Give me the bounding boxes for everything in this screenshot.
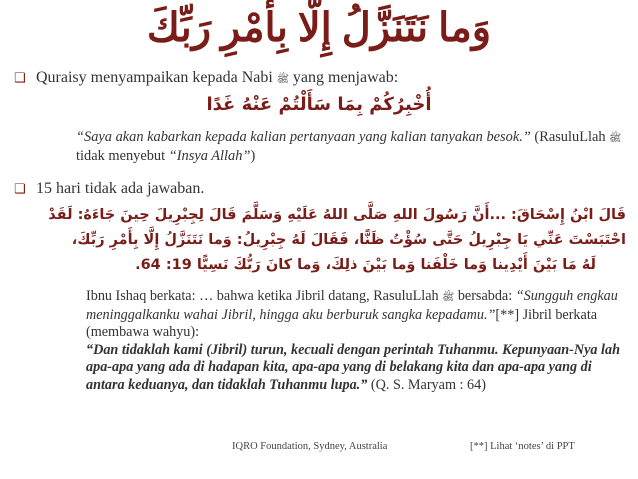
- bullet-item-15-days: [14, 179, 628, 200]
- hadith-line-1: قَالَ ابْنُ إِسْحَاقَ: ...أَنَّ رَسُولَ اللهِ صَلَّى اللهُ عَلَيْهِ وَسَلَّمَ قَالَ لِجِبْرِيلَ حِينَ جَاءَهُ: لَقَدْ: [48, 207, 626, 223]
- saw-icon: ﷺ: [442, 292, 455, 303]
- quote-paragraph: [76, 129, 626, 165]
- translation-intro: Ibnu Ishaq berkata: … bahwa ketika Jibril datang, RasuluLlah: [86, 288, 439, 304]
- translation-reference: (Q. S. Maryam : 64): [370, 376, 486, 393]
- translation-bersabda: bersabda:: [457, 288, 513, 304]
- hadith-line-3: لَهُ مَا بَيْنَ أَيْدِينا وَما خَلْفَنا وَما بَيْنَ ذلِكَ، وَما كانَ رَبُّكَ نَسِيًّا 19: 64.: [135, 257, 596, 273]
- bullet-arrow-icon: ❑: [14, 182, 26, 197]
- quote-text: “Saya akan kabarkan kepada kalian pertanyaan yang kalian tanyakan besok.”: [76, 129, 531, 145]
- translation-jibril: Jibril berkata (membawa wahyu):: [86, 306, 598, 340]
- bullet-text: 15 hari tidak ada jawaban.: [36, 180, 205, 197]
- footer-note: [**] Lihat ‘notes’ di PPT: [470, 441, 575, 452]
- bullet-item-quraisy: [14, 68, 628, 90]
- saw-icon: ﷺ: [609, 133, 622, 144]
- translation-verse-2: Kepunyaan-Nya lah apa-apa yang ada di hadapan kita, apa-apa yang di belakang kita dan apa-apa yang di antara keduanya, dan tidaklah Tuhanmu lupa.”: [86, 341, 620, 393]
- quote-middle: tidak menyebut: [76, 147, 166, 164]
- translation-quote: “Sungguh engkau meninggalkanku wahai Jibril, hingga aku berburuk sangka kepadamu.”: [86, 288, 618, 323]
- quote-insya: “Insya Allah”: [168, 147, 251, 164]
- translation-verse-1: “Dan tidaklah kami (Jibril) turun, kecuali dengan perintah Tuhanmu.: [86, 341, 499, 358]
- bullet-arrow-icon: ❑: [14, 71, 26, 86]
- bullet-tail-text: yang menjawab:: [292, 69, 399, 86]
- translation-paragraph: [86, 288, 626, 394]
- hadith-arabic: [14, 203, 626, 278]
- arabic-reply: أُخْبِرُكُمْ بِمَا سَأَلْتُمْ عَنْهُ غَدًا: [206, 94, 432, 115]
- quote-source: (RasuluLlah: [534, 129, 606, 145]
- saw-icon: ﷺ: [276, 74, 289, 85]
- bullet-text: Quraisy menyampaikan kepada Nabi: [36, 69, 273, 86]
- footer-organization: IQRO Foundation, Sydney, Australia: [232, 441, 388, 452]
- quote-close: ): [250, 147, 256, 164]
- hadith-line-2: احْتَبَسْتَ عَنِّي يَا جِبْرِيلُ حَتَّى سُؤْتُ ظَنًّا، فَقَالَ لَهُ جِبْرِيلُ: وَما نَتَنَزَّلُ إِلَّا بِأَمْرِ رَبِّكَ،: [71, 232, 626, 248]
- slide-title: وَما نَتَنَزَّلُ إِلَّا بِأَمْرِ رَبِّكَ: [146, 5, 492, 50]
- translation-note-marker: [**]: [495, 306, 520, 323]
